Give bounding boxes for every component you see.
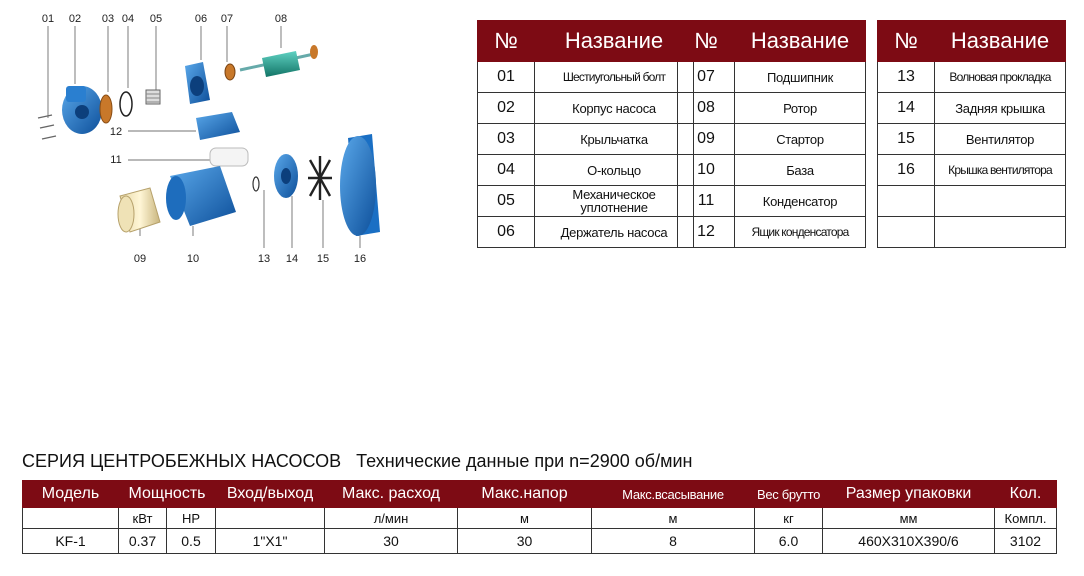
part-name: Конденсатор — [735, 186, 866, 217]
callout-label: 16 — [353, 253, 367, 265]
spec-header-package-size: Размер упаковки — [823, 481, 995, 508]
table-row — [878, 124, 1066, 155]
series-heading — [22, 451, 692, 472]
table-row — [478, 217, 694, 248]
table-row — [678, 155, 866, 186]
spec-header-gross-weight: Вес брутто — [755, 481, 823, 508]
capacitor-box-part-12 — [196, 112, 240, 140]
mechanical-seal-part-05 — [146, 90, 160, 104]
parts-table-num-header: № — [878, 21, 935, 62]
spec-cell: 460X310X390/6 — [823, 529, 995, 554]
part-name: Шестиугольный болт — [535, 62, 694, 93]
unit-cell: кг — [755, 508, 823, 529]
spec-header-inlet-outlet: Вход/выход — [216, 481, 325, 508]
unit-cell: Компл. — [995, 508, 1057, 529]
part-num: 03 — [478, 124, 535, 155]
spec-header-row — [23, 481, 1057, 508]
part-name: Вентилятор — [935, 124, 1066, 155]
parts-table-num-header: № — [478, 21, 535, 62]
unit-cell: HP — [167, 508, 216, 529]
table-row — [878, 62, 1066, 93]
part-num: 05 — [478, 186, 535, 217]
spec-cell: 3102 — [995, 529, 1057, 554]
part-num: 07 — [678, 62, 735, 93]
parts-table-name-header: Название — [935, 21, 1066, 62]
spec-cell: 30 — [325, 529, 458, 554]
table-row — [878, 155, 1066, 186]
stator-part-09 — [118, 188, 160, 232]
rear-cover-part-14 — [274, 154, 298, 198]
part-num: 09 — [678, 124, 735, 155]
part-name: База — [735, 155, 866, 186]
table-row — [478, 155, 694, 186]
part-name: Волновая прокладка — [935, 62, 1066, 93]
pump-holder-part-06 — [185, 62, 210, 104]
part-num: 16 — [878, 155, 935, 186]
part-name: О-кольцо — [535, 155, 694, 186]
table-row — [478, 186, 694, 217]
callout-label: 11 — [110, 154, 122, 166]
wave-washer-part-13 — [253, 177, 259, 191]
parts-table-num-header: № — [678, 21, 735, 62]
spec-header-power: Мощность — [119, 481, 216, 508]
part-num: 11 — [678, 186, 735, 217]
part-name: Крышка вентилятора — [935, 155, 1066, 186]
spec-header-max-head: Макс.напор — [458, 481, 592, 508]
table-row — [478, 93, 694, 124]
part-num: 02 — [478, 93, 535, 124]
part-name: Держатель насоса — [535, 217, 694, 248]
part-name: Корпус насоса — [535, 93, 694, 124]
exploded-pump-diagram — [0, 0, 460, 290]
spec-cell: KF-1 — [23, 529, 119, 554]
callout-label: 09 — [133, 253, 147, 265]
table-row — [678, 93, 866, 124]
part-name: Механическое уплотнение — [535, 186, 694, 217]
callout-label: 10 — [186, 253, 200, 265]
part-name — [935, 217, 1066, 248]
part-name: Ротор — [735, 93, 866, 124]
spec-cell: 6.0 — [755, 529, 823, 554]
callout-label: 08 — [274, 13, 288, 25]
callout-label: 05 — [149, 13, 163, 25]
table-row — [878, 217, 1066, 248]
parts-table-1 — [477, 20, 694, 248]
callout-label: 03 — [101, 13, 115, 25]
parts-table-name-header: Название — [735, 21, 866, 62]
callout-label: 07 — [220, 13, 234, 25]
spec-cell: 30 — [458, 529, 592, 554]
part-name: Крыльчатка — [535, 124, 694, 155]
part-num: 04 — [478, 155, 535, 186]
parts-table-2 — [677, 20, 866, 248]
callout-label: 15 — [316, 253, 330, 265]
part-num: 08 — [678, 93, 735, 124]
part-name — [935, 186, 1066, 217]
part-name: Задняя крышка — [935, 93, 1066, 124]
impeller-part-03 — [100, 95, 112, 123]
callout-label: 12 — [109, 126, 123, 138]
motor-base-part-10 — [166, 166, 236, 226]
fan-part-15 — [308, 156, 332, 200]
part-num: 15 — [878, 124, 935, 155]
callout-label: 06 — [194, 13, 208, 25]
table-row — [878, 186, 1066, 217]
pump-housing-part-02 — [62, 86, 102, 134]
bearing-part-07 — [225, 64, 235, 80]
unit-cell: л/мин — [325, 508, 458, 529]
unit-cell — [216, 508, 325, 529]
fan-cover-part-16 — [340, 134, 380, 236]
callout-label: 04 — [121, 13, 135, 25]
callout-label: 13 — [257, 253, 271, 265]
table-row — [478, 62, 694, 93]
series-subtitle: Технические данные при n=2900 об/мин — [356, 451, 693, 471]
table-row — [678, 62, 866, 93]
part-name: Стартор — [735, 124, 866, 155]
unit-cell — [23, 508, 119, 529]
part-name: Ящик конденсатора — [735, 217, 866, 248]
table-row — [878, 93, 1066, 124]
spec-cell: 0.37 — [119, 529, 167, 554]
callout-label: 14 — [285, 253, 299, 265]
spec-cell: 8 — [592, 529, 755, 554]
spec-header-quantity: Кол. — [995, 481, 1057, 508]
unit-cell: мм — [823, 508, 995, 529]
part-num: 06 — [478, 217, 535, 248]
spec-header-model: Модель — [23, 481, 119, 508]
series-title: СЕРИЯ ЦЕНТРОБЕЖНЫХ НАСОСОВ — [22, 451, 342, 471]
parts-table-name-header: Название — [535, 21, 694, 62]
part-num: 12 — [678, 217, 735, 248]
part-num: 14 — [878, 93, 935, 124]
part-num: 01 — [478, 62, 535, 93]
part-num — [878, 217, 935, 248]
unit-cell: м — [592, 508, 755, 529]
unit-cell: кВт — [119, 508, 167, 529]
spec-cell: 1"X1" — [216, 529, 325, 554]
table-row — [23, 529, 1057, 554]
spec-header-max-flow: Макс. расход — [325, 481, 458, 508]
part-name: Подшипник — [735, 62, 866, 93]
table-row — [678, 186, 866, 217]
callout-label: 01 — [41, 13, 55, 25]
parts-table-3 — [877, 20, 1066, 248]
spec-table — [22, 480, 1057, 554]
table-row — [678, 124, 866, 155]
o-ring-part-04 — [120, 92, 132, 116]
part-num — [878, 186, 935, 217]
part-num: 10 — [678, 155, 735, 186]
table-row — [678, 217, 866, 248]
table-row — [478, 124, 694, 155]
spec-header-max-suction: Макс.всасывание — [592, 481, 755, 508]
callout-label: 02 — [68, 13, 82, 25]
capacitor-part-11 — [210, 148, 248, 166]
hex-bolt-part-01 — [38, 115, 56, 139]
spec-units-row — [23, 508, 1057, 529]
rotor-part-08 — [240, 45, 318, 77]
unit-cell: м — [458, 508, 592, 529]
part-num: 13 — [878, 62, 935, 93]
spec-cell: 0.5 — [167, 529, 216, 554]
